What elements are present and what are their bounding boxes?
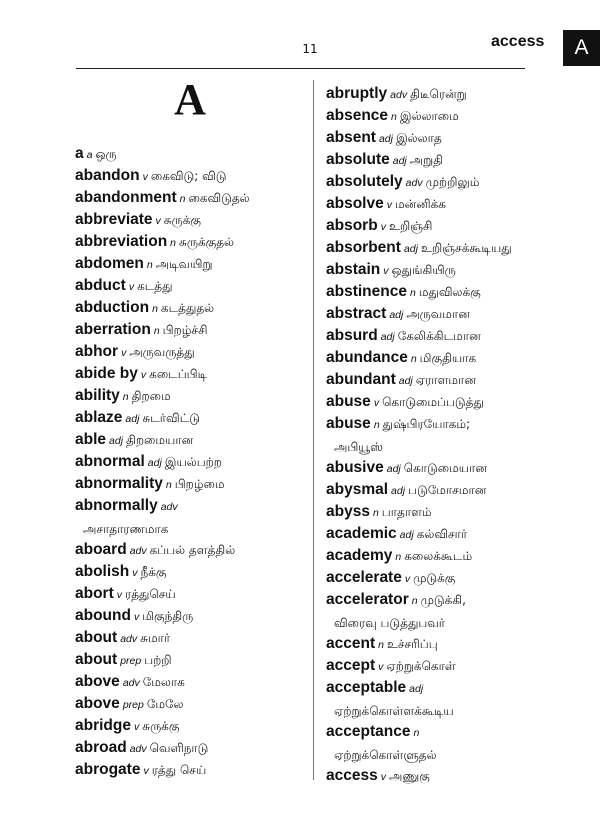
entry-headword: a — [75, 145, 84, 162]
entry-part-of-speech: adj — [386, 463, 401, 475]
entry-definition: அடிவயிறு — [155, 257, 213, 271]
entry-definition: கைவிடுதல் — [188, 191, 250, 205]
dictionary-entry — [75, 142, 311, 164]
entry-definition: உறிஞ்சி — [388, 219, 433, 233]
entry-definition-continued: விரைவு படுத்துபவர் — [334, 616, 446, 630]
dictionary-entry — [75, 758, 311, 780]
section-letter: A — [174, 75, 206, 124]
entry-part-of-speech: adj — [409, 683, 424, 695]
entry-headword: abdomen — [75, 255, 144, 272]
entry-part-of-speech: n — [373, 419, 380, 431]
dictionary-entry — [326, 500, 560, 522]
entry-definition: ஏராளமான — [415, 373, 476, 387]
dictionary-entry — [75, 692, 311, 714]
entry-part-of-speech: v — [373, 397, 380, 409]
entry-headword: about — [75, 651, 118, 668]
dictionary-entry — [75, 494, 311, 538]
entry-headword: abridge — [75, 717, 131, 734]
entry-definition: சுமார் — [140, 631, 171, 645]
dictionary-entry — [75, 604, 311, 626]
entry-part-of-speech: n — [410, 353, 417, 365]
entry-headword: abroad — [75, 739, 127, 756]
entry-headword: abbreviate — [75, 211, 153, 228]
entry-headword: abduct — [75, 277, 126, 294]
entry-headword: abuse — [326, 415, 371, 432]
entry-headword: abolish — [75, 563, 130, 580]
dictionary-entry — [326, 676, 560, 720]
page-number: 11 — [302, 42, 318, 56]
dictionary-entry — [326, 126, 560, 148]
dictionary-entry — [326, 104, 560, 126]
entry-definition-continued: ஏற்றுக்கொள்ளக்கூடிய — [334, 704, 454, 718]
entry-headword: abnormal — [75, 453, 145, 470]
entry-definition: அறுதி — [409, 153, 443, 167]
dictionary-entry — [75, 296, 311, 318]
entry-headword: abundant — [326, 371, 396, 388]
entry-headword: acceptable — [326, 679, 407, 696]
entry-headword: abuse — [326, 393, 371, 410]
entry-part-of-speech: v — [383, 265, 389, 277]
dictionary-entry — [75, 384, 311, 406]
entry-definition: திடீரென்று — [410, 87, 467, 101]
entry-part-of-speech: adv — [405, 177, 423, 189]
entry-headword: abnormality — [75, 475, 163, 492]
entry-definition: சுடர்விட்டு — [142, 411, 200, 425]
entry-part-of-speech: adv — [129, 545, 147, 557]
dictionary-entry — [75, 252, 311, 274]
entry-headword: above — [75, 673, 120, 690]
header-rule — [76, 68, 525, 69]
entry-headword: absolute — [326, 151, 390, 168]
entry-headword: about — [75, 629, 118, 646]
dictionary-entry — [75, 648, 311, 670]
dictionary-entry — [326, 170, 560, 192]
entry-headword: abbreviation — [75, 233, 168, 250]
entry-headword: abort — [75, 585, 114, 602]
dictionary-entry — [326, 522, 560, 544]
entry-headword: abandon — [75, 167, 140, 184]
dictionary-entry — [326, 258, 560, 280]
entry-headword: abusive — [326, 459, 384, 476]
entry-headword: absolve — [326, 195, 384, 212]
entry-definition-continued: அசாதாரணமாக — [83, 522, 169, 536]
dictionary-entry — [326, 566, 560, 588]
entry-definition: கல்விசார் — [416, 527, 468, 541]
dictionary-entry — [326, 764, 560, 786]
dictionary-entry — [75, 362, 311, 384]
entry-part-of-speech: n — [409, 287, 416, 299]
entry-part-of-speech: n — [165, 479, 172, 491]
entry-definition-continued: அபியூஸ் — [334, 440, 384, 454]
entry-definition: கொடுமையான — [403, 461, 487, 475]
entry-definition: அருவருத்து — [129, 345, 195, 359]
entry-part-of-speech: n — [391, 111, 397, 123]
entry-headword: ability — [75, 387, 120, 404]
entry-definition: உறிஞ்சக்கூடியது — [420, 241, 512, 255]
dictionary-entry — [75, 714, 311, 736]
dictionary-entry — [75, 318, 311, 340]
dictionary-entry — [326, 654, 560, 676]
entry-definition: ஒதுங்கியிரு — [391, 263, 456, 277]
entry-headword: abound — [75, 607, 131, 624]
dictionary-entry — [75, 450, 311, 472]
entry-definition: முற்றிலும் — [425, 175, 480, 189]
entry-definition: கொடுமைப்படுத்து — [382, 395, 484, 409]
entry-part-of-speech: adv — [129, 743, 147, 755]
dictionary-entry — [75, 560, 311, 582]
entry-definition: கப்பல் தளத்தில் — [149, 543, 236, 557]
entry-definition: பிறழ்ச்சி — [162, 323, 208, 337]
entry-definition: ஏற்றுக்கொள் — [386, 659, 456, 673]
entry-headword: aboard — [75, 541, 127, 558]
entry-headword: academy — [326, 547, 393, 564]
entry-definition: அணுகு — [388, 769, 430, 783]
entry-definition: முடுக்கு — [413, 571, 456, 585]
entry-headword: accept — [326, 657, 376, 674]
entry-headword: absorbent — [326, 239, 401, 256]
dictionary-entry — [75, 538, 311, 560]
entry-part-of-speech: adj — [398, 375, 413, 387]
entry-headword: abide by — [75, 365, 138, 382]
entry-headword: absent — [326, 129, 376, 146]
entry-definition: திறமையான — [126, 433, 194, 447]
dictionary-entry — [75, 472, 311, 494]
entry-definition: கடத்து — [137, 279, 173, 293]
dictionary-entry — [75, 670, 311, 692]
dictionary-entry — [326, 390, 560, 412]
entry-definition: மிகுதியாக — [419, 351, 477, 365]
entry-headword: aberration — [75, 321, 151, 338]
entry-definition: ரத்துசெய் — [125, 587, 176, 601]
entry-part-of-speech: adj — [378, 133, 393, 145]
entry-headword: abstinence — [326, 283, 407, 300]
entry-part-of-speech: n — [395, 551, 402, 563]
dictionary-entry — [326, 456, 560, 478]
dictionary-entry — [326, 148, 560, 170]
entry-headword: abundance — [326, 349, 408, 366]
dictionary-entry — [75, 340, 311, 362]
entry-part-of-speech: v — [128, 281, 135, 293]
entry-definition: பற்றி — [144, 653, 172, 667]
dictionary-entry — [326, 588, 560, 632]
entry-part-of-speech: v — [133, 611, 140, 623]
entry-headword: abhor — [75, 343, 119, 360]
entry-definition: கடத்துதல் — [160, 301, 215, 315]
entry-part-of-speech: adv — [390, 89, 408, 101]
letter-tab — [563, 30, 600, 66]
entry-part-of-speech: v — [386, 199, 392, 211]
entry-part-of-speech: v — [133, 721, 140, 733]
dictionary-entry — [75, 406, 311, 428]
entry-definition: மன்னிக்க — [394, 197, 446, 211]
entry-part-of-speech: adv — [122, 677, 140, 689]
entry-headword: access — [326, 767, 378, 784]
entry-definition: மிகுந்திரு — [142, 609, 194, 623]
entry-headword: absence — [326, 107, 389, 124]
entry-definition: பிறழ்மை — [174, 477, 225, 491]
entry-part-of-speech: n — [413, 727, 420, 739]
entry-part-of-speech: adv — [160, 501, 178, 513]
entry-definition: மேலாக — [142, 675, 185, 689]
entry-definition: மதுவிலக்கு — [418, 285, 481, 299]
entry-part-of-speech: v — [116, 589, 122, 601]
entry-part-of-speech: prep — [122, 699, 144, 711]
entry-part-of-speech: v — [143, 765, 149, 777]
dictionary-entry — [326, 368, 560, 390]
dictionary-entry — [326, 192, 560, 214]
dictionary-entry — [326, 280, 560, 302]
entry-part-of-speech: prep — [120, 655, 142, 667]
entry-part-of-speech: n — [146, 259, 153, 271]
entry-definition: இல்லாத — [395, 131, 442, 145]
entry-definition: துஷ்பிரயோகம்; — [382, 417, 471, 431]
entry-definition: சுருக்கு — [142, 719, 180, 733]
entry-part-of-speech: adj — [399, 529, 414, 541]
letter-tab-label: A — [574, 36, 589, 59]
entry-headword: abandonment — [75, 189, 177, 206]
entry-part-of-speech: v — [142, 171, 148, 183]
dictionary-entry — [326, 720, 560, 764]
entry-definition: வெளிநாடு — [149, 741, 209, 755]
entry-part-of-speech: adj — [389, 309, 404, 321]
entry-part-of-speech: adj — [380, 331, 395, 343]
dictionary-entry — [326, 214, 560, 236]
entry-part-of-speech: v — [155, 215, 161, 227]
entry-part-of-speech: adj — [109, 435, 124, 447]
entry-definition: கடைப்பிடி — [149, 367, 208, 381]
entry-part-of-speech: v — [140, 369, 147, 381]
entry-definition: அருவமான — [406, 307, 470, 321]
left-column — [75, 142, 311, 780]
entry-part-of-speech: adj — [403, 243, 418, 255]
entry-definition: ரத்து செய் — [151, 763, 207, 777]
dictionary-entry — [75, 230, 311, 252]
entry-headword: acceptance — [326, 723, 411, 740]
entry-part-of-speech: adj — [147, 457, 162, 469]
entry-part-of-speech: adj — [125, 413, 140, 425]
entry-definition: இல்லாமை — [399, 109, 459, 123]
entry-headword: accelerate — [326, 569, 402, 586]
entry-headword: accent — [326, 635, 376, 652]
entry-headword: absolutely — [326, 173, 403, 190]
dictionary-entry — [326, 236, 560, 258]
entry-definition: கைவிடு; விடு — [150, 169, 227, 183]
entry-definition: உச்சரிப்பு — [386, 637, 438, 651]
entry-headword: absurd — [326, 327, 378, 344]
entry-definition: சுருக்குதல் — [179, 235, 235, 249]
entry-part-of-speech: n — [153, 325, 160, 337]
entry-headword: academic — [326, 525, 397, 542]
entry-headword: abnormally — [75, 497, 158, 514]
dictionary-entry — [326, 346, 560, 368]
entry-part-of-speech: v — [378, 661, 384, 673]
dictionary-entry — [75, 582, 311, 604]
entry-part-of-speech: adv — [120, 633, 138, 645]
entry-definition-continued: ஏற்றுக்கொள்ளுதல் — [334, 748, 437, 762]
entry-definition: மேலே — [146, 697, 184, 711]
dictionary-entry — [326, 302, 560, 324]
entry-headword: abysmal — [326, 481, 389, 498]
dictionary-entry — [75, 208, 311, 230]
entry-headword: abstain — [326, 261, 381, 278]
dictionary-entry — [326, 544, 560, 566]
dictionary-entry — [75, 736, 311, 758]
entry-part-of-speech: a — [86, 149, 93, 161]
entry-headword: accelerator — [326, 591, 409, 608]
entry-headword: ablaze — [75, 409, 123, 426]
dictionary-entry — [326, 412, 560, 456]
entry-definition: முடுக்கி, — [420, 593, 466, 607]
entry-headword: abrogate — [75, 761, 141, 778]
dictionary-entry — [75, 626, 311, 648]
dictionary-entry — [326, 82, 560, 104]
entry-definition: நீக்கு — [140, 565, 167, 579]
entry-definition: கேலிக்கிடமான — [397, 329, 481, 343]
entry-part-of-speech: v — [132, 567, 138, 579]
entry-headword: abyss — [326, 503, 370, 520]
column-divider — [313, 80, 314, 780]
entry-definition: திறமை — [131, 389, 171, 403]
entry-part-of-speech: n — [378, 639, 384, 651]
dictionary-entry — [326, 324, 560, 346]
entry-definition: கலைக்கூடம் — [404, 549, 473, 563]
entry-headword: above — [75, 695, 120, 712]
dictionary-entry — [75, 274, 311, 296]
entry-part-of-speech: adj — [391, 485, 406, 497]
dictionary-entry — [75, 164, 311, 186]
dictionary-entry — [326, 632, 560, 654]
entry-part-of-speech: n — [411, 595, 418, 607]
dictionary-entry — [75, 186, 311, 208]
entry-part-of-speech: n — [372, 507, 379, 519]
entry-headword: abstract — [326, 305, 387, 322]
entry-definition: இயல்பற்ற — [164, 455, 222, 469]
dictionary-entry — [75, 428, 311, 450]
entry-part-of-speech: n — [179, 193, 186, 205]
entry-definition: சுருக்கு — [163, 213, 202, 227]
entry-part-of-speech: adj — [392, 155, 407, 167]
entry-headword: able — [75, 431, 107, 448]
entry-part-of-speech: v — [380, 221, 386, 233]
right-column — [326, 82, 560, 786]
entry-part-of-speech: v — [121, 347, 127, 359]
entry-part-of-speech: n — [122, 391, 129, 403]
entry-part-of-speech: n — [170, 237, 177, 249]
entry-part-of-speech: n — [152, 303, 158, 315]
entry-part-of-speech: v — [380, 771, 386, 783]
entry-headword: absorb — [326, 217, 378, 234]
guide-word: access — [491, 33, 545, 50]
entry-part-of-speech: v — [404, 573, 411, 585]
entry-headword: abruptly — [326, 85, 388, 102]
dictionary-entry — [326, 478, 560, 500]
entry-definition: ஒரு — [95, 147, 117, 161]
entry-definition: படுமோசமான — [408, 483, 487, 497]
entry-headword: abduction — [75, 299, 150, 316]
entry-definition: பாதாளம் — [381, 505, 432, 519]
